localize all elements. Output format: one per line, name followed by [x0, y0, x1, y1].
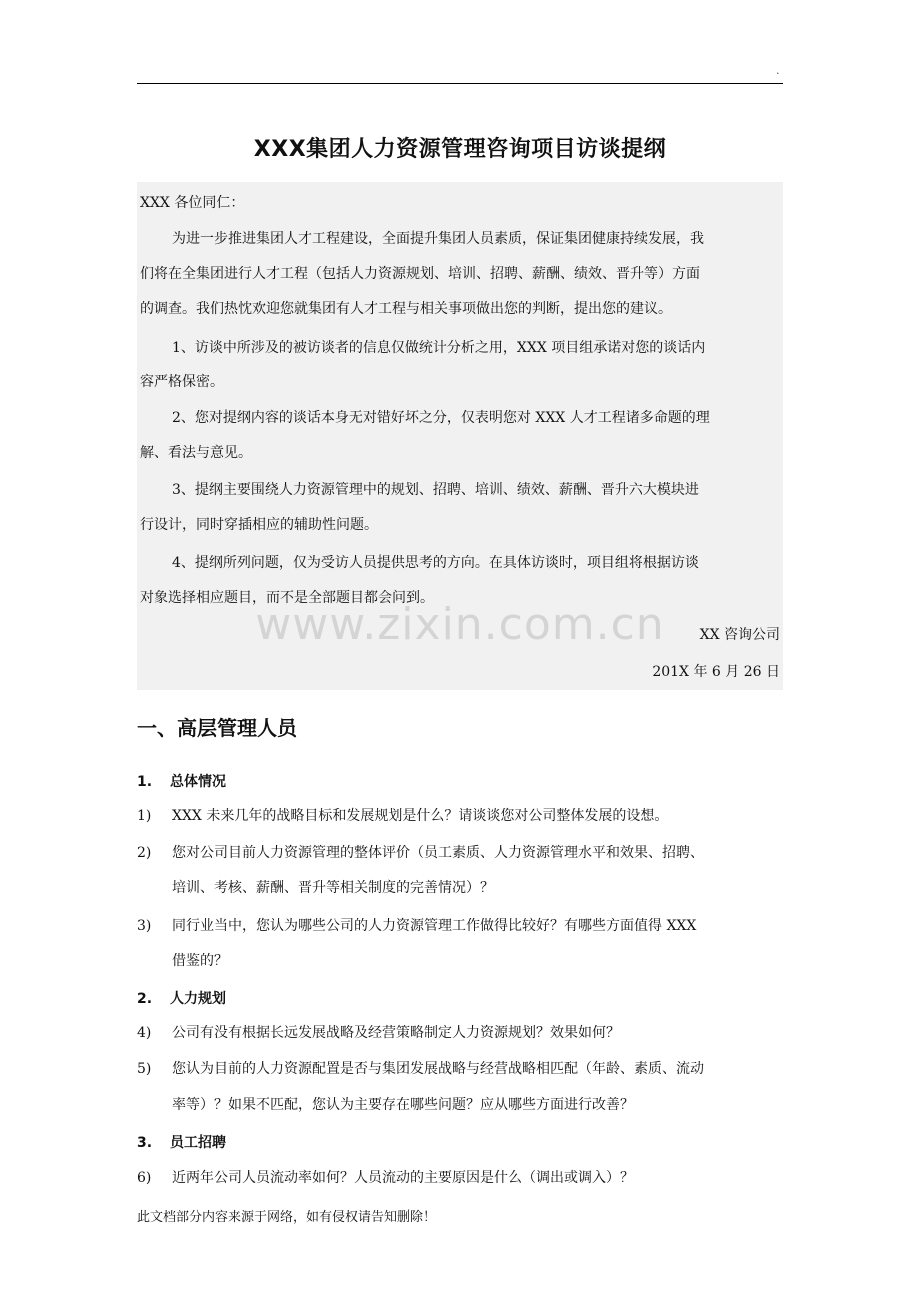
subsection-label: 总体情况 [170, 774, 226, 790]
subsection-number: 1. [137, 774, 153, 790]
question-text-continued: 培训、考核、薪酬、晋升等相关制度的完善情况）？ [172, 880, 494, 896]
footer-disclaimer: 此文档部分内容来源于网络，如有侵权请告知删除！ [137, 1210, 437, 1225]
intro-greeting: XXX 各位同仁： [140, 195, 245, 211]
question-text: XXX 未来几年的战略目标和发展规划是什么？请谈谈您对公司整体发展的设想。 [172, 808, 669, 824]
intro-signature: XX 咨询公司 [699, 627, 780, 643]
document-title: XXX集团人力资源管理咨询项目访谈提纲 [253, 137, 667, 162]
intro-paragraph-line: 的调查。我们热忱欢迎您就集团有人才工程与相关事项做出您的判断，提出您的建议。 [140, 301, 672, 317]
subsection-label: 员工招聘 [170, 1135, 226, 1151]
intro-paragraph-line: 为进一步推进集团人才工程建设，全面提升集团人员素质，保证集团健康持续发展，我 [172, 231, 704, 247]
subsection-heading [137, 988, 226, 1008]
question-text: 您认为目前的人力资源配置是否与集团发展战略与经营战略相匹配（年龄、素质、流动 [172, 1061, 704, 1077]
question-number: 3) [137, 918, 152, 934]
intro-note-line: 3、提纲主要围绕人力资源管理中的规划、招聘、培训、绩效、薪酬、晋升六大模块进 [172, 482, 699, 498]
question-number: 4) [137, 1025, 152, 1041]
subsection-number: 3. [137, 1135, 153, 1151]
intro-note-line: 容严格保密。 [140, 374, 224, 390]
question-text-continued: 借鉴的？ [172, 953, 228, 969]
subsection-label: 人力规划 [170, 991, 226, 1007]
question-text-continued: 率等）？如果不匹配，您认为主要存在哪些问题？应从哪些方面进行改善？ [172, 1097, 634, 1113]
intro-date: 201X 年 6 月 26 日 [652, 664, 780, 680]
intro-note-line: 对象选择相应题目，而不是全部题目都会问到。 [140, 590, 434, 606]
section-heading: 一、高层管理人员 [137, 716, 297, 740]
subsection-heading [137, 1132, 226, 1152]
question-number: 6) [137, 1170, 152, 1186]
intro-note-line: 1、访谈中所涉及的被访谈者的信息仅做统计分析之用，XXX 项目组承诺对您的谈话内 [172, 340, 706, 356]
intro-note-line: 解、看法与意见。 [140, 445, 252, 461]
intro-note-line: 2、您对提纲内容的谈话本身无对错好坏之分，仅表明您对 XXX 人才工程诸多命题的理 [172, 410, 710, 426]
question-text: 您对公司目前人力资源管理的整体评价（员工素质、人力资源管理水平和效果、招聘、 [172, 845, 704, 861]
intro-box [137, 182, 783, 690]
intro-paragraph-line: 们将在全集团进行人才工程（包括人力资源规划、培训、招聘、薪酬、绩效、晋升等）方面 [140, 266, 700, 282]
question-number: 1) [137, 808, 152, 824]
question-number: 2) [137, 845, 152, 861]
intro-note-line: 行设计，同时穿插相应的辅助性问题。 [140, 517, 378, 533]
watermark: www.zixin.com.cn [255, 599, 665, 650]
question-text: 同行业当中，您认为哪些公司的人力资源管理工作做得比较好？有哪些方面值得 XXX [172, 918, 697, 934]
intro-note-line: 4、提纲所列问题，仅为受访人员提供思考的方向。在具体访谈时，项目组将根据访谈 [172, 555, 699, 571]
header-rule [137, 83, 783, 84]
subsection-heading [137, 771, 226, 791]
question-number: 5) [137, 1061, 152, 1077]
header-dot: . [776, 64, 780, 77]
subsection-number: 2. [137, 991, 153, 1007]
question-text: 公司有没有根据长远发展战略及经营策略制定人力资源规划？效果如何？ [172, 1025, 620, 1041]
question-text: 近两年公司人员流动率如何？人员流动的主要原因是什么（调出或调入）？ [172, 1170, 634, 1186]
